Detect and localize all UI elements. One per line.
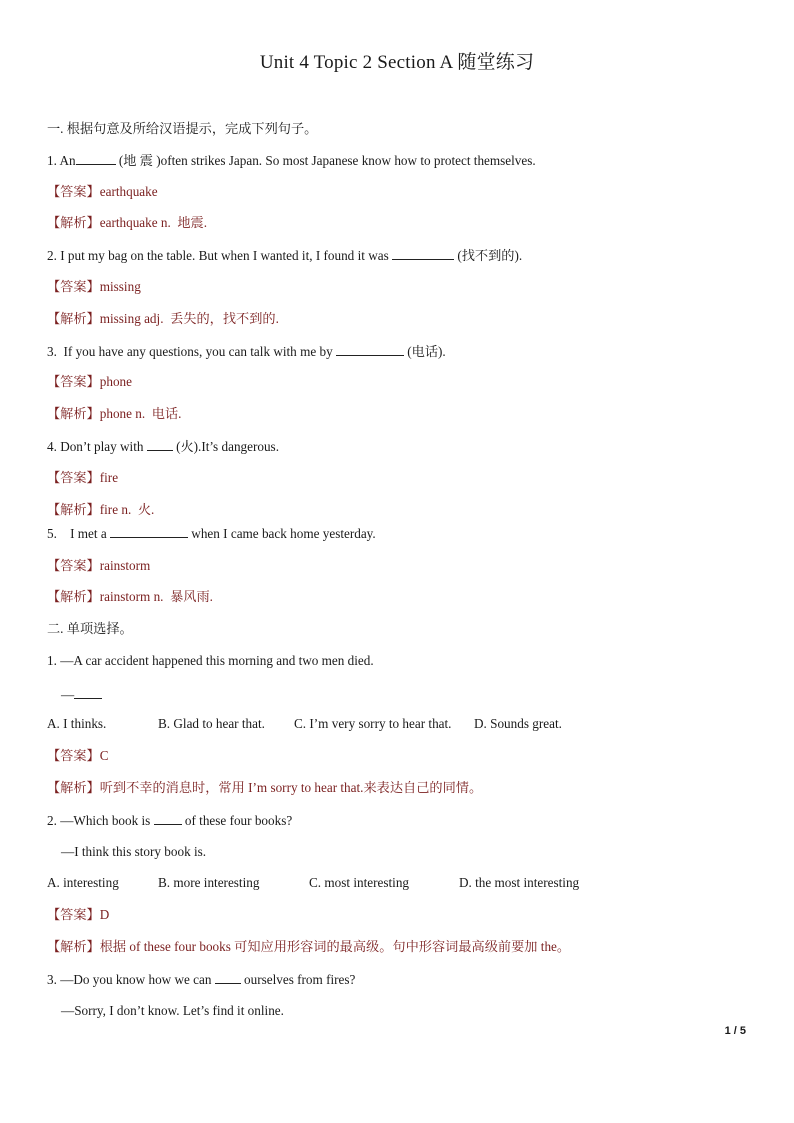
explanation-2 bbox=[47, 311, 279, 327]
explanation-label: 【解析】 bbox=[47, 311, 100, 326]
mc-question-3-reply: —Sorry, I don’t know. Let’s find it online. bbox=[61, 1003, 284, 1018]
option-d: D. Sounds great. bbox=[474, 716, 562, 731]
answer-3 bbox=[47, 374, 132, 390]
question-1 bbox=[47, 152, 536, 169]
explanation-1 bbox=[47, 215, 207, 231]
answer-label: 【答案】 bbox=[47, 748, 100, 763]
answer-value: earthquake bbox=[99, 184, 158, 199]
answer-value: missing bbox=[99, 279, 141, 294]
answer-label: 【答案】 bbox=[47, 470, 100, 485]
answer-value: C bbox=[99, 748, 109, 763]
question-text: 1. An bbox=[47, 153, 76, 168]
mc-question-2-reply: —I think this story book is. bbox=[61, 844, 207, 859]
question-text: 5. I met a bbox=[47, 526, 110, 541]
question-text: 3. If you have any questions, you can talk with me by bbox=[47, 344, 336, 359]
answer-blank bbox=[154, 812, 182, 825]
explanation-label: 【解析】 bbox=[47, 780, 100, 795]
answer-label: 【答案】 bbox=[47, 374, 100, 389]
question-text: ourselves from fires? bbox=[240, 972, 356, 987]
answer-label: 【答案】 bbox=[47, 279, 100, 294]
mc-question-2 bbox=[47, 812, 292, 829]
question-4 bbox=[47, 438, 279, 455]
explanation-label: 【解析】 bbox=[47, 215, 100, 230]
option-a: A. I thinks. bbox=[47, 716, 107, 731]
answer-2 bbox=[47, 279, 141, 295]
answer-value: rainstorm bbox=[99, 558, 151, 573]
option-b: B. more interesting bbox=[158, 875, 260, 890]
question-text: 3. —Do you know how we can bbox=[47, 972, 215, 987]
question-3 bbox=[47, 343, 446, 360]
answer-label: 【答案】 bbox=[47, 907, 100, 922]
explanation-text: 听到不幸的消息时，常用 I’m sorry to hear that.来表达自己的同情。 bbox=[99, 780, 483, 795]
answer-blank bbox=[336, 343, 404, 356]
mc-question-1: 1. —A car accident happened this morning and two men died. bbox=[47, 653, 374, 668]
explanation-label: 【解析】 bbox=[47, 502, 100, 517]
question-text: 2. I put my bag on the table. But when I wanted it, I found it was bbox=[47, 248, 393, 263]
answer-value: phone bbox=[99, 374, 132, 389]
question-hint: (地 震 ) bbox=[115, 153, 161, 168]
question-hint: (找不到的). bbox=[454, 248, 523, 263]
answer-blank bbox=[76, 152, 116, 165]
question-text: when I came back home yesterday. bbox=[188, 526, 376, 541]
answer-blank bbox=[110, 525, 188, 538]
explanation-text: rainstorm n. 暴风雨. bbox=[99, 589, 213, 604]
question-text: often strikes Japan. So most Japanese know how to protect themselves. bbox=[160, 153, 536, 168]
option-c: C. most interesting bbox=[309, 875, 410, 890]
explanation-text: phone n. 电话. bbox=[99, 406, 182, 421]
section2-heading: 二. 单项选择。 bbox=[47, 621, 133, 636]
explanation-text: missing adj. 丢失的，找不到的. bbox=[99, 311, 279, 326]
explanation-4 bbox=[47, 502, 154, 518]
mc-question-3 bbox=[47, 971, 355, 988]
mc-question-1-reply bbox=[61, 686, 102, 703]
question-text: 2. —Which book is bbox=[47, 813, 154, 828]
answer-blank bbox=[147, 438, 173, 451]
answer-blank bbox=[392, 247, 454, 260]
explanation-text: fire n. 火. bbox=[99, 502, 155, 517]
explanation-label: 【解析】 bbox=[47, 589, 100, 604]
answer-4 bbox=[47, 470, 118, 486]
answer-value: fire bbox=[99, 470, 119, 485]
page-title: Unit 4 Topic 2 Section A 随堂练习 bbox=[259, 52, 535, 73]
answer-label: 【答案】 bbox=[47, 184, 100, 199]
option-b: B. Glad to hear that. bbox=[158, 716, 265, 731]
answer-value: D bbox=[99, 907, 110, 922]
question-hint: (电话). bbox=[403, 344, 446, 359]
question-text: It’s dangerous. bbox=[201, 439, 279, 454]
explanation-text: 根据 of these four books 可知应用形容词的最高级。句中形容词最高级前要加 the。 bbox=[99, 939, 571, 954]
answer-1 bbox=[47, 184, 158, 200]
option-d: D. the most interesting bbox=[459, 875, 580, 890]
mc-explanation-1 bbox=[47, 780, 482, 796]
question-text: 4. Don’t play with bbox=[47, 439, 147, 454]
mc-answer-2 bbox=[47, 907, 109, 923]
reply-dash: — bbox=[61, 687, 75, 702]
question-text: of these four books? bbox=[181, 813, 293, 828]
mc-answer-1 bbox=[47, 748, 109, 764]
option-c: C. I’m very sorry to hear that. bbox=[294, 716, 452, 731]
answer-blank bbox=[215, 971, 241, 984]
answer-blank bbox=[74, 686, 102, 699]
answer-5 bbox=[47, 558, 150, 574]
question-2 bbox=[47, 247, 522, 264]
explanation-3 bbox=[47, 406, 181, 422]
question-5 bbox=[47, 525, 376, 542]
question-hint: (火). bbox=[172, 439, 202, 454]
explanation-label: 【解析】 bbox=[47, 939, 100, 954]
mc-explanation-2 bbox=[47, 939, 570, 955]
explanation-5 bbox=[47, 589, 213, 605]
explanation-label: 【解析】 bbox=[47, 406, 100, 421]
section1-heading: 一. 根据句意及所给汉语提示，完成下列句子。 bbox=[47, 121, 318, 136]
answer-label: 【答案】 bbox=[47, 558, 100, 573]
option-a: A. interesting bbox=[47, 875, 119, 890]
page-number: 1 / 5 bbox=[724, 1025, 746, 1037]
explanation-text: earthquake n. 地震. bbox=[99, 215, 208, 230]
